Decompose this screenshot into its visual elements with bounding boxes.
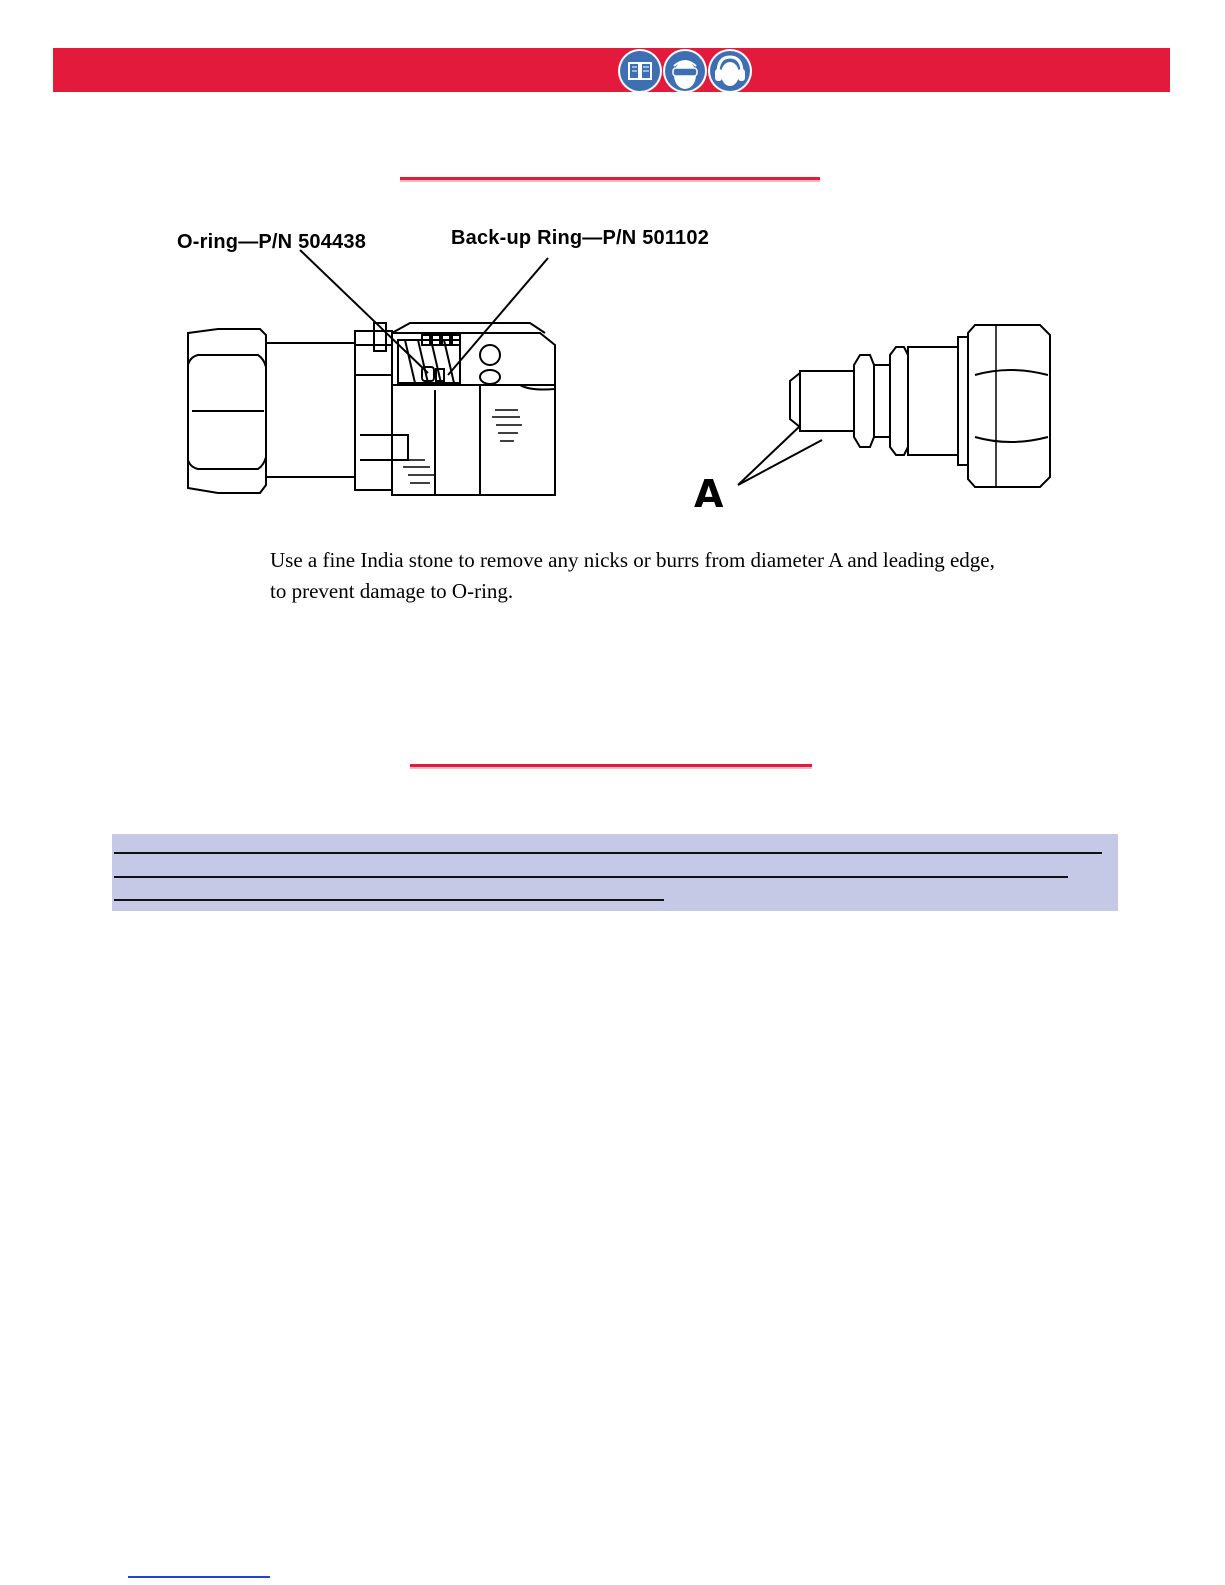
eye-protection-icon: [665, 51, 705, 91]
header-banner: [53, 48, 1170, 92]
note-line-1: [114, 852, 1102, 854]
manual-book-icon: [620, 51, 660, 91]
note-box: [112, 834, 1118, 911]
diameter-a-label: A: [694, 472, 724, 516]
backup-ring-leader-line: [448, 258, 548, 375]
note-line-3: [114, 899, 664, 901]
female-coupler-body: [266, 331, 408, 490]
male-nipple: [790, 325, 1050, 487]
backup-ring-callout-label: Back-up Ring—P/N 501102: [451, 227, 710, 249]
note-line-2: [114, 876, 1068, 878]
oring-callout-label: O-ring—P/N 504438: [177, 231, 367, 253]
section-heading-underline-2: [410, 764, 812, 767]
figure-caption: Use a fine India stone to remove any nicks or burrs from diameter A and leading edge, to prevent damage to O-ring.: [270, 548, 995, 603]
diameter-a-leader-line: [738, 426, 800, 485]
leading-edge-leader-line: [738, 440, 822, 485]
female-coupler-hex-nut: [188, 329, 266, 493]
coupler-diagram: [160, 205, 1090, 535]
ear-protection-icon: [710, 51, 750, 91]
female-coupler-sleeve: [374, 323, 555, 495]
footer-link-underline[interactable]: [128, 1576, 270, 1578]
section-heading-underline: [400, 177, 820, 180]
